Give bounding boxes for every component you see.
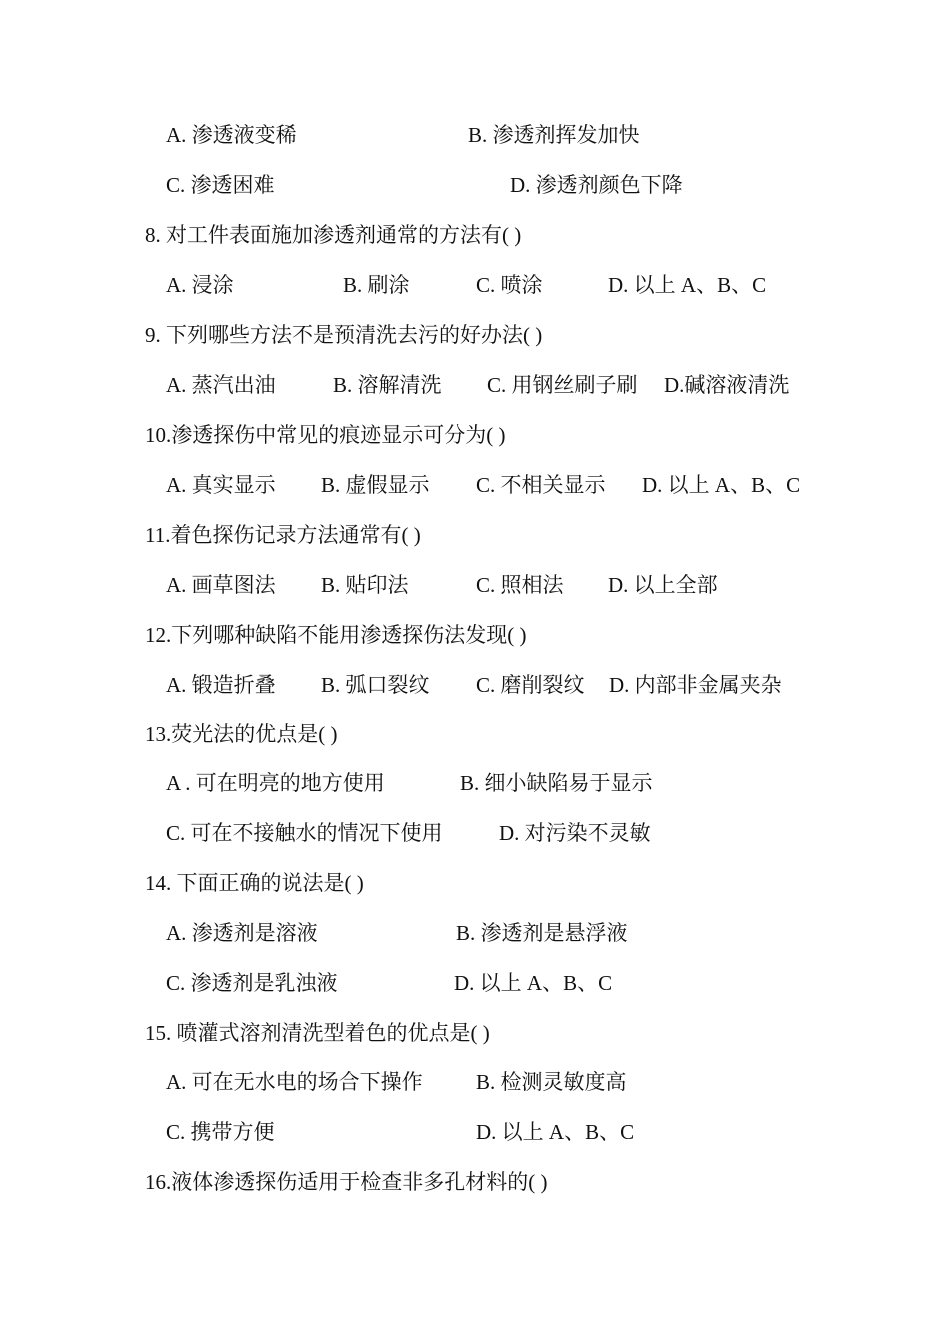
q8-option-c: C. 喷涂 <box>476 273 543 297</box>
q10-option-a: A. 真实显示 <box>166 473 276 497</box>
q8-option-b: B. 刷涂 <box>343 273 410 297</box>
q11-option-c: C. 照相法 <box>476 573 564 597</box>
q13-option-d: D. 对污染不灵敏 <box>499 821 651 845</box>
q13-stem: 13.荧光法的优点是( ) <box>145 722 338 746</box>
q15-option-c: C. 携带方便 <box>166 1120 275 1144</box>
q13-option-b: B. 细小缺陷易于显示 <box>460 771 653 795</box>
q16-stem: 16.液体渗透探伤适用于检查非多孔材料的( ) <box>145 1170 548 1194</box>
q7-option-c: C. 渗透困难 <box>166 173 275 197</box>
q9-option-d: D.碱溶液清洗 <box>664 373 790 397</box>
q13-options-row-1 <box>0 768 950 798</box>
q11-option-d: D. 以上全部 <box>608 573 718 597</box>
q12-stem: 12.下列哪种缺陷不能用渗透探伤法发现( ) <box>145 623 527 647</box>
q15-options-row-1 <box>0 1067 950 1097</box>
q9-option-b: B. 溶解清洗 <box>333 373 442 397</box>
q14-option-c: C. 渗透剂是乳浊液 <box>166 971 338 995</box>
q13-options-row-2 <box>0 818 950 848</box>
q9-option-a: A. 蒸汽出油 <box>166 373 276 397</box>
q7-option-b: B. 渗透剂挥发加快 <box>468 123 640 147</box>
q14-stem: 14. 下面正确的说法是( ) <box>145 871 364 895</box>
q12-option-d: D. 内部非金属夹杂 <box>609 673 782 697</box>
q15-option-d: D. 以上 A、B、C <box>476 1120 635 1144</box>
q7-option-a: A. 渗透液变稀 <box>166 123 297 147</box>
q14-option-b: B. 渗透剂是悬浮液 <box>456 921 628 945</box>
q12-option-a: A. 锻造折叠 <box>166 673 276 697</box>
q12-option-c: C. 磨削裂纹 <box>476 673 585 697</box>
q8-option-a: A. 浸涂 <box>166 273 234 297</box>
q11-options-row <box>0 570 950 600</box>
q15-option-b: B. 检测灵敏度高 <box>476 1070 627 1094</box>
q14-options-row-1 <box>0 918 950 948</box>
q7-options-row-1 <box>0 120 950 150</box>
q14-option-a: A. 渗透剂是溶液 <box>166 921 318 945</box>
q9-options-row <box>0 370 950 400</box>
q9-option-c: C. 用钢丝刷子刷 <box>487 373 638 397</box>
q15-options-row-2 <box>0 1117 950 1147</box>
q12-option-b: B. 弧口裂纹 <box>321 673 430 697</box>
q15-option-a: A. 可在无水电的场合下操作 <box>166 1070 423 1094</box>
q10-option-c: C. 不相关显示 <box>476 473 606 497</box>
q13-option-a: A . 可在明亮的地方使用 <box>166 771 385 795</box>
q14-options-row-2 <box>0 968 950 998</box>
q11-option-b: B. 贴印法 <box>321 573 409 597</box>
q10-option-d: D. 以上 A、B、C <box>642 473 801 497</box>
q11-option-a: A. 画草图法 <box>166 573 276 597</box>
q7-options-row-2 <box>0 170 950 200</box>
q14-option-d: D. 以上 A、B、C <box>454 971 613 995</box>
q12-options-row <box>0 670 950 700</box>
q11-stem: 11.着色探伤记录方法通常有( ) <box>145 523 421 547</box>
q10-option-b: B. 虚假显示 <box>321 473 430 497</box>
q7-option-d: D. 渗透剂颜色下降 <box>510 173 683 197</box>
q8-options-row <box>0 270 950 300</box>
q13-option-c: C. 可在不接触水的情况下使用 <box>166 821 443 845</box>
q8-stem: 8. 对工件表面施加渗透剂通常的方法有( ) <box>145 223 522 247</box>
q10-stem: 10.渗透探伤中常见的痕迹显示可分为( ) <box>145 423 506 447</box>
q10-options-row <box>0 470 950 500</box>
q8-option-d: D. 以上 A、B、C <box>608 273 767 297</box>
q15-stem: 15. 喷灌式溶剂清洗型着色的优点是( ) <box>145 1021 490 1045</box>
q9-stem: 9. 下列哪些方法不是预清洗去污的好办法( ) <box>145 323 543 347</box>
